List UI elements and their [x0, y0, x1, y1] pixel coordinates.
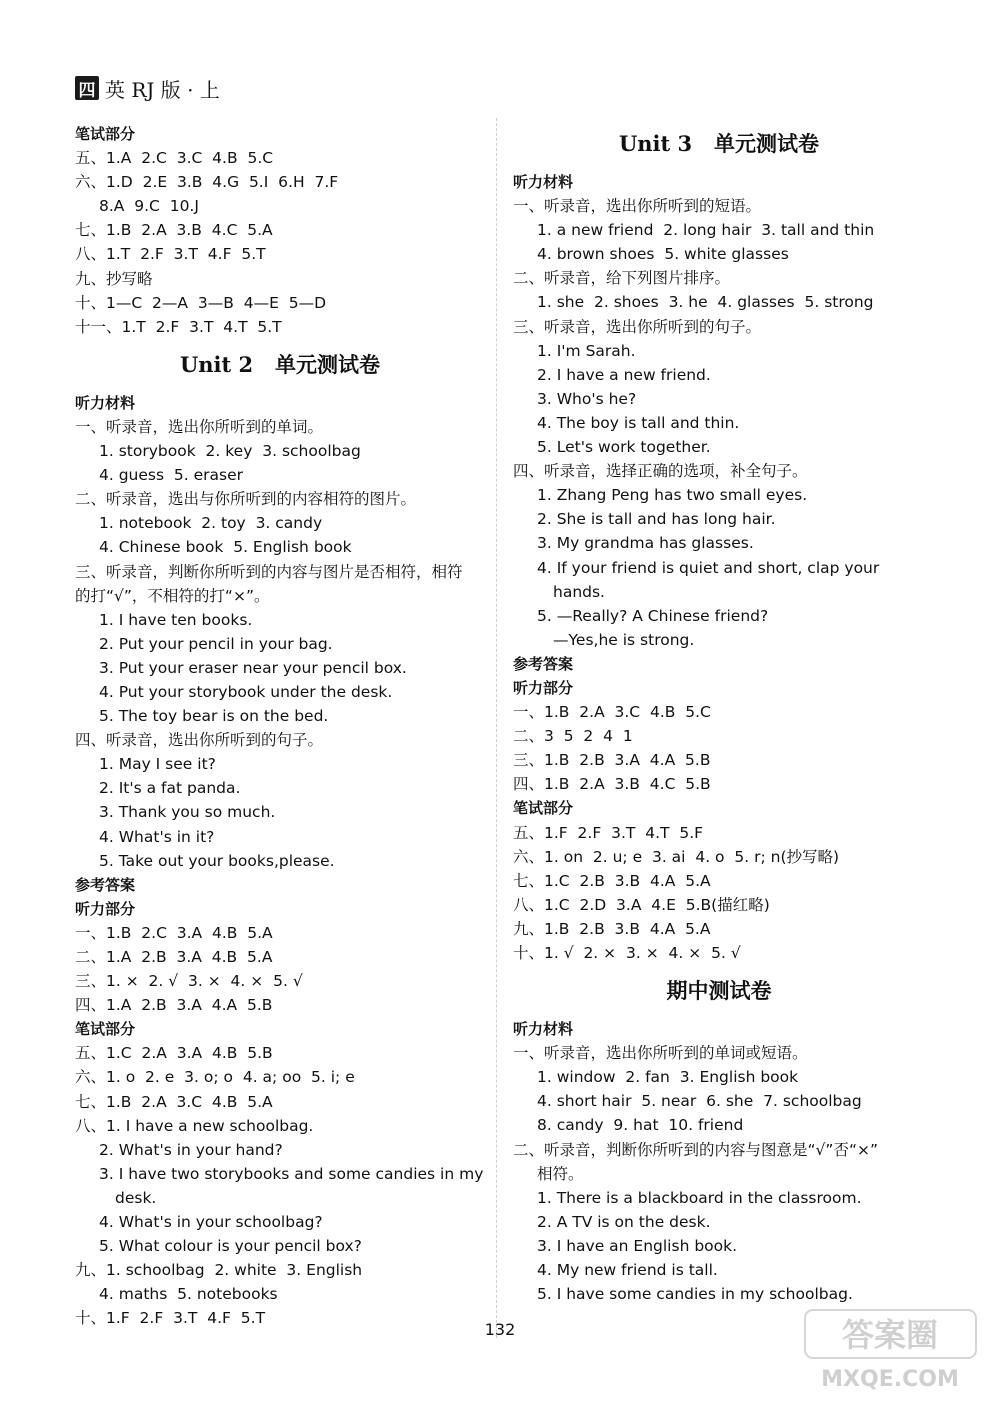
right-text-line: 一、听录音，选出你所听到的单词或短语。: [513, 1044, 808, 1063]
left-subsection-heading: 听力部分: [75, 899, 136, 918]
left-text-line: 八、1.T 2.F 3.T 4.F 5.T: [75, 245, 266, 264]
right-text-line: 二、听录音，判断你所听到的内容与图意是“√”否“×”: [513, 1140, 878, 1159]
column-divider: [496, 118, 497, 1338]
right-text-line: 1. Zhang Peng has two small eyes.: [537, 486, 808, 505]
spacer: [513, 118, 925, 132]
right-text-line: 4. If your friend is quiet and short, clap your: [537, 558, 880, 577]
right-text-line: 一、1.B 2.A 3.C 4.B 5.C: [513, 703, 711, 722]
right-text-line: 五、1.F 2.F 3.T 4.T 5.F: [513, 823, 704, 842]
left-text-line: 四、1.A 2.B 3.A 4.A 5.B: [75, 996, 273, 1015]
right-text-line: 八、1.C 2.D 3.A 4.E 5.B(描红略): [513, 895, 770, 914]
right-text-line: 七、1.C 2.B 3.B 4.A 5.A: [513, 871, 711, 890]
right-subsection-heading: 参考答案: [513, 654, 574, 673]
right-text-line: 1. I'm Sarah.: [537, 341, 636, 360]
left-text-line: 4. Put your storybook under the desk.: [99, 682, 393, 701]
right-text-line: 4. short hair 5. near 6. she 7. schoolbag: [537, 1092, 862, 1111]
right-column: [513, 118, 925, 1306]
right-text-line: 1. a new friend 2. long hair 3. tall and thin: [537, 221, 875, 240]
left-subsection-heading: 笔试部分: [75, 125, 136, 143]
right-text-line: 相符。: [537, 1164, 584, 1183]
right-text-line: 2. I have a new friend.: [537, 365, 711, 384]
right-text-line: 2. She is tall and has long hair.: [537, 510, 776, 529]
left-subsection-heading: 参考答案: [75, 875, 136, 894]
left-text-line: 2. Put your pencil in your bag.: [99, 634, 333, 653]
spacer: [75, 377, 485, 391]
right-text-line: 一、听录音，选出你所听到的短语。: [513, 197, 762, 216]
left-text-line: 3. Put your eraser near your pencil box.: [99, 658, 407, 677]
left-text-line: 五、1.A 2.C 3.C 4.B 5.C: [75, 149, 274, 168]
right-text-line: 二、3 5 2 4 1: [513, 727, 633, 746]
right-subsection-heading: 听力材料: [513, 1020, 574, 1039]
right-text-line: 3. I have an English book.: [537, 1236, 738, 1255]
left-text-line: 3. I have two storybooks and some candies in my: [99, 1164, 484, 1183]
left-text-line: 5. The toy bear is on the bed.: [99, 707, 329, 726]
left-text-line: desk.: [115, 1188, 157, 1207]
right-text-line: 二、听录音，给下列图片排序。: [513, 269, 731, 288]
left-text-line: 的打“√”，不相符的打“×”。: [75, 586, 270, 605]
spacer: [513, 1003, 925, 1017]
left-text-line: 六、1. o 2. e 3. o; o 4. a; oo 5. i; e: [75, 1068, 355, 1087]
left-text-line: 二、听录音，选出与你所听到的内容相符的图片。: [75, 490, 417, 509]
left-text-line: 5. Take out your books,please.: [99, 851, 335, 870]
left-text-line: 四、听录音，选出你所听到的句子。: [75, 731, 324, 750]
page-header: [75, 74, 220, 102]
left-text-line: 1. notebook 2. toy 3. candy: [99, 514, 323, 533]
left-text-line: 三、1. × 2. √ 3. × 4. × 5. √: [75, 972, 303, 991]
left-text-line: 8.A 9.C 10.J: [99, 197, 199, 216]
left-text-line: 4. What's in your schoolbag?: [99, 1213, 323, 1232]
left-text-line: 九、1. schoolbag 2. white 3. English: [75, 1261, 363, 1280]
right-text-line: 5. Let's work together.: [537, 438, 711, 457]
left-text-line: 十一、1.T 2.F 3.T 4.T 5.T: [75, 317, 282, 336]
edition-label: 英 RJ 版 · 上: [105, 77, 220, 102]
right-subsection-heading: 听力材料: [513, 173, 574, 191]
right-text-line: 8. candy 9. hat 10. friend: [537, 1116, 744, 1135]
left-text-line: 2. It's a fat panda.: [99, 779, 241, 798]
left-text-line: 十、1—C 2—A 3—B 4—E 5—D: [75, 293, 327, 312]
right-text-line: 3. My grandma has glasses.: [537, 534, 754, 553]
left-text-line: 三、听录音，判断你所听到的内容与图片是否相符，相符: [75, 562, 463, 581]
left-column: [75, 122, 485, 1331]
svg-text:MXQE.COM: MXQE.COM: [821, 1367, 959, 1392]
left-text-line: 二、1.A 2.B 3.A 4.B 5.A: [75, 948, 273, 966]
right-text-line: 5. —Really? A Chinese friend?: [537, 606, 769, 625]
right-subsection-heading: 笔试部分: [513, 799, 574, 818]
right-subsection-heading: 听力部分: [513, 678, 574, 697]
left-text-line: 七、1.B 2.A 3.B 4.C 5.A: [75, 221, 273, 240]
right-text-line: 九、1.B 2.B 3.B 4.A 5.A: [513, 919, 711, 938]
page-number: 132: [484, 1320, 516, 1339]
left-subsection-heading: 笔试部分: [75, 1020, 136, 1039]
spacer: [513, 156, 925, 170]
left-text-line: 1. storybook 2. key 3. schoolbag: [99, 442, 361, 461]
spacer: [75, 339, 485, 353]
right-text-line: —Yes,he is strong.: [553, 630, 695, 649]
right-text-line: 4. My new friend is tall.: [537, 1261, 718, 1280]
left-text-line: 五、1.C 2.A 3.A 4.B 5.B: [75, 1044, 273, 1063]
left-text-line: 1. I have ten books.: [99, 610, 253, 629]
left-text-line: 六、1.D 2.E 3.B 4.G 5.I 6.H 7.F: [75, 173, 339, 192]
left-text-line: 5. What colour is your pencil box?: [99, 1237, 362, 1256]
right-text-line: 4. The boy is tall and thin.: [537, 413, 740, 432]
left-text-line: 八、1. I have a new schoolbag.: [75, 1116, 314, 1135]
watermark-logo: [803, 1308, 978, 1394]
right-text-line: 三、1.B 2.B 3.A 4.A 5.B: [513, 751, 711, 770]
left-text-line: 4. Chinese book 5. English book: [99, 538, 352, 557]
right-text-line: 1. There is a blackboard in the classroom.: [537, 1188, 862, 1207]
right-text-line: 1. she 2. shoes 3. he 4. glasses 5. strong: [537, 293, 874, 312]
left-subsection-heading: 听力材料: [75, 393, 136, 412]
right-section-title: Unit 3 单元测试卷: [618, 131, 820, 156]
left-text-line: 一、听录音，选出你所听到的单词。: [75, 417, 324, 436]
right-section-title: 期中测试卷: [666, 978, 772, 1004]
left-text-line: 4. What's in it?: [99, 827, 215, 846]
left-section-title: Unit 2 单元测试卷: [179, 351, 381, 377]
svg-text:答案圈: 答案圈: [841, 1316, 939, 1354]
left-text-line: 4. maths 5. notebooks: [99, 1285, 278, 1304]
right-text-line: hands.: [553, 582, 605, 601]
right-text-line: 3. Who's he?: [537, 389, 637, 408]
right-text-line: 三、听录音，选出你所听到的句子。: [513, 317, 762, 336]
grade-badge: 四: [75, 76, 99, 100]
right-text-line: 十、1. √ 2. × 3. × 4. × 5. √: [513, 944, 741, 962]
right-text-line: 四、听录音，选择正确的选项，补全句子。: [513, 462, 808, 481]
right-text-line: 2. A TV is on the desk.: [537, 1212, 711, 1231]
right-text-line: 六、1. on 2. u; e 3. ai 4. o 5. r; n(抄写略): [513, 847, 840, 866]
spacer: [513, 965, 925, 979]
right-text-line: 1. window 2. fan 3. English book: [537, 1068, 799, 1087]
right-text-line: 5. I have some candies in my schoolbag.: [537, 1285, 853, 1304]
left-text-line: 十、1.F 2.F 3.T 4.F 5.T: [75, 1309, 266, 1328]
left-text-line: 4. guess 5. eraser: [99, 466, 244, 485]
left-text-line: 一、1.B 2.C 3.A 4.B 5.A: [75, 923, 273, 942]
right-text-line: 四、1.B 2.A 3.B 4.C 5.B: [513, 775, 711, 794]
left-text-line: 七、1.B 2.A 3.C 4.B 5.A: [75, 1092, 273, 1111]
left-text-line: 3. Thank you so much.: [99, 803, 276, 822]
left-text-line: 2. What's in your hand?: [99, 1140, 283, 1159]
left-text-line: 九、抄写略: [75, 269, 153, 288]
left-text-line: 1. May I see it?: [99, 755, 216, 774]
right-text-line: 4. brown shoes 5. white glasses: [537, 245, 789, 264]
